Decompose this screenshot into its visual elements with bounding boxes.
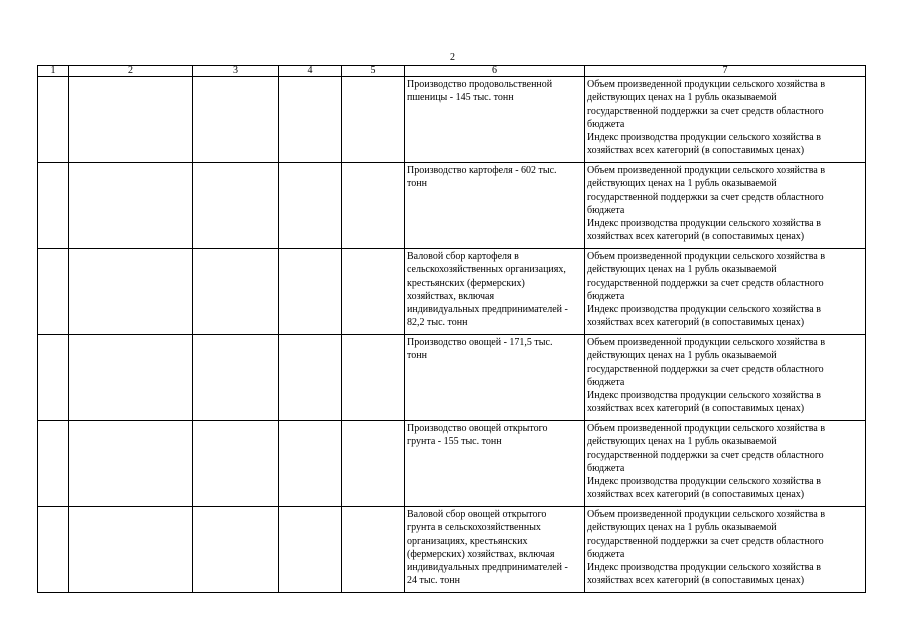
table-cell <box>193 249 279 335</box>
table-cell <box>69 507 193 593</box>
indicator-text: Валовой сбор картофеля в сельскохозяйственных организациях, крестьянских (фермерских) хозяйствах, включая индивидуальных предпринимателей - 82,2 тыс. тонн <box>407 251 568 329</box>
table-row <box>38 163 866 249</box>
measure-cell <box>585 163 866 249</box>
table-row <box>38 77 866 163</box>
table-cell <box>342 249 405 335</box>
indicator-cell <box>405 249 585 335</box>
table-cell <box>38 77 69 163</box>
indicator-text: Производство картофеля - 602 тыс. тонн <box>407 165 557 190</box>
table-cell <box>38 507 69 593</box>
table-cell <box>342 335 405 421</box>
table-cell <box>279 163 342 249</box>
table-cell <box>193 507 279 593</box>
measure-cell <box>585 507 866 593</box>
table-cell <box>342 77 405 163</box>
table-cell <box>279 77 342 163</box>
measure-text: Объем произведенной продукции сельского хозяйства в действующих ценах на 1 рубль оказываемой государственной поддержки за счет средств областного бюджета Индекс производства продукции сельского хозяйства в хозяйствах всех категорий (в сопоставимых ценах) <box>587 251 826 329</box>
table-cell <box>69 421 193 507</box>
column-number-5: 5 <box>342 66 405 77</box>
page-number: 2 <box>450 52 455 63</box>
table-cell <box>342 163 405 249</box>
column-number-4: 4 <box>279 66 342 77</box>
indicator-text: Производство продовольственной пшеницы - 145 тыс. тонн <box>407 79 553 104</box>
table-cell <box>279 507 342 593</box>
table-cell <box>69 249 193 335</box>
indicators-table <box>37 65 866 593</box>
column-number-6: 6 <box>405 66 585 77</box>
measure-text: Объем произведенной продукции сельского хозяйства в действующих ценах на 1 рубль оказываемой государственной поддержки за счет средств областного бюджета Индекс производства продукции сельского хозяйства в хозяйствах всех категорий (в сопоставимых ценах) <box>587 509 826 587</box>
table-row <box>38 249 866 335</box>
column-number-1: 1 <box>38 66 69 77</box>
indicator-cell <box>405 421 585 507</box>
column-number-7: 7 <box>585 66 866 77</box>
table-row <box>38 421 866 507</box>
table-cell <box>193 335 279 421</box>
indicator-cell <box>405 507 585 593</box>
indicator-cell <box>405 335 585 421</box>
measure-text: Объем произведенной продукции сельского хозяйства в действующих ценах на 1 рубль оказываемой государственной поддержки за счет средств областного бюджета Индекс производства продукции сельского хозяйства в хозяйствах всех категорий (в сопоставимых ценах) <box>587 423 826 501</box>
table-cell <box>279 421 342 507</box>
table-cell <box>38 421 69 507</box>
indicator-text: Производство овощей - 171,5 тыс. тонн <box>407 337 553 362</box>
measure-text: Объем произведенной продукции сельского хозяйства в действующих ценах на 1 рубль оказываемой государственной поддержки за счет средств областного бюджета Индекс производства продукции сельского хозяйства в хозяйствах всех категорий (в сопоставимых ценах) <box>587 79 826 157</box>
measure-cell <box>585 335 866 421</box>
measure-text: Объем произведенной продукции сельского хозяйства в действующих ценах на 1 рубль оказываемой государственной поддержки за счет средств областного бюджета Индекс производства продукции сельского хозяйства в хозяйствах всех категорий (в сопоставимых ценах) <box>587 165 826 243</box>
table-cell <box>279 335 342 421</box>
column-numbers-row <box>38 66 866 77</box>
table-row <box>38 335 866 421</box>
indicator-cell <box>405 163 585 249</box>
table-cell <box>38 163 69 249</box>
table-cell <box>69 163 193 249</box>
table-cell <box>193 421 279 507</box>
measure-cell <box>585 249 866 335</box>
table-cell <box>193 163 279 249</box>
table-cell <box>279 249 342 335</box>
column-number-3: 3 <box>193 66 279 77</box>
table-cell <box>69 77 193 163</box>
column-number-2: 2 <box>69 66 193 77</box>
table-cell <box>342 507 405 593</box>
measure-cell <box>585 421 866 507</box>
table-cell <box>342 421 405 507</box>
table-cell <box>69 335 193 421</box>
measure-cell <box>585 77 866 163</box>
indicator-text: Производство овощей открытого грунта - 155 тыс. тонн <box>407 423 548 448</box>
indicator-cell <box>405 77 585 163</box>
table-cell <box>38 249 69 335</box>
table-row <box>38 507 866 593</box>
table-cell <box>38 335 69 421</box>
table-cell <box>193 77 279 163</box>
measure-text: Объем произведенной продукции сельского хозяйства в действующих ценах на 1 рубль оказываемой государственной поддержки за счет средств областного бюджета Индекс производства продукции сельского хозяйства в хозяйствах всех категорий (в сопоставимых ценах) <box>587 337 826 415</box>
indicator-text: Валовой сбор овощей открытого грунта в сельскохозяйственных организациях, крестьянских (фермерских) хозяйствах, включая индивидуальных предпринимателей - 24 тыс. тонн <box>407 509 568 587</box>
